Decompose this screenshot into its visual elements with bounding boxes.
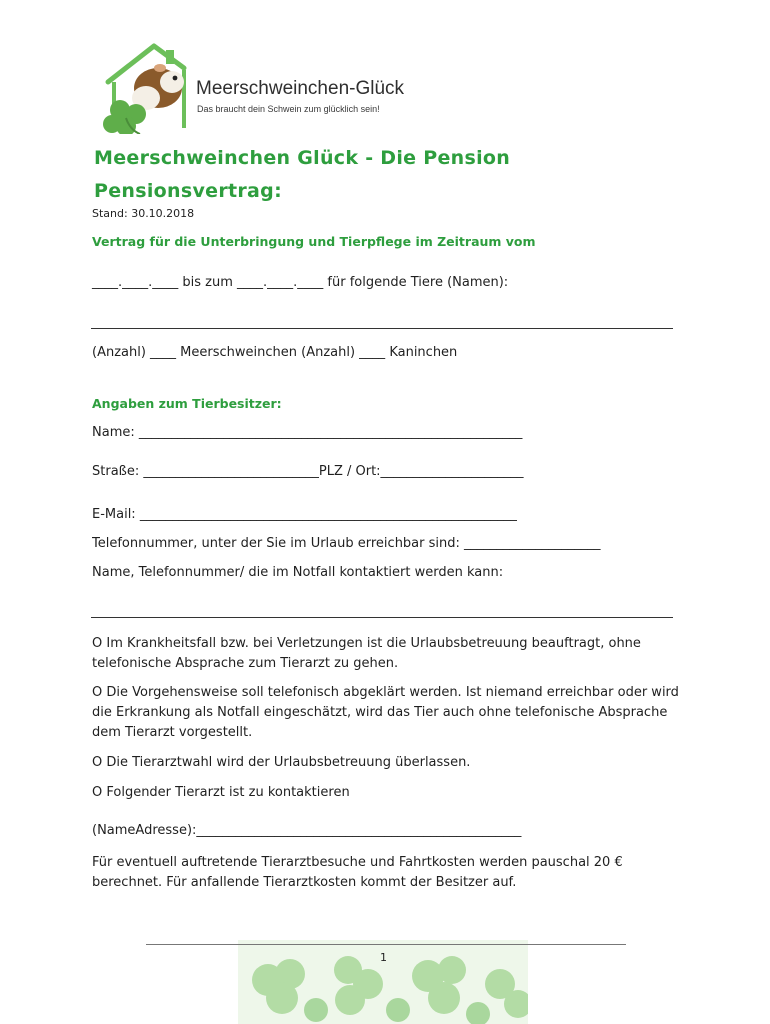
owner-address-field[interactable]: Straße: ___________________________PLZ / Ort:______________________: [92, 464, 524, 479]
owner-email-field[interactable]: E-Mail: __________________________________________________________: [92, 507, 517, 522]
logo-name: Meerschweinchen-Glück: [196, 78, 405, 99]
page-number: 1: [380, 951, 387, 964]
document-subtitle: Pensionsvertrag:: [94, 180, 282, 202]
option-vet-without-call[interactable]: O Im Krankheitsfall bzw. bei Verletzungen ist die Urlaubsbetreuung beauftragt, ohne telefonische Absprache zum Tierarzt zu gehen.: [92, 636, 641, 671]
animal-count-line[interactable]: (Anzahl) ____ Meerschweinchen (Anzahl) ____ Kaninchen: [92, 345, 458, 360]
period-heading: Vertrag für die Unterbringung und Tierpflege im Zeitraum vom: [92, 234, 536, 249]
emergency-contact-label: Name, Telefonnummer/ die im Notfall kontaktiert werden kann:: [92, 565, 504, 580]
owner-name-field[interactable]: Name: ___________________________________________________________: [92, 425, 523, 440]
period-dates-line[interactable]: ____.____.____ bis zum ____.____.____ für folgende Tiere (Namen):: [92, 275, 509, 290]
page-title: Meerschweinchen Glück - Die Pension: [94, 147, 511, 169]
emergency-contact-field[interactable]: [91, 617, 673, 618]
animal-names-field[interactable]: [91, 328, 673, 329]
fees-text: Für eventuell auftretende Tierarztbesuche und Fahrtkosten werden pauschal 20 € berechnet. Für anfallende Tierarztkosten kommt der Besitzer auf.: [92, 855, 623, 890]
owner-heading: Angaben zum Tierbesitzer:: [92, 396, 282, 411]
document-date: Stand: 30.10.2018: [92, 207, 195, 220]
vet-name-address-field[interactable]: (NameAdresse):__________________________________________________: [92, 823, 522, 838]
logo-tagline: Das braucht dein Schwein zum glücklich sein!: [197, 104, 380, 114]
footer-divider: [146, 944, 626, 945]
option-call-first[interactable]: O Die Vorgehensweise soll telefonisch abgeklärt werden. Ist niemand erreichbar oder wird die Erkrankung als Notfall eingeschätzt, wird das Tier auch ohne telefonische Absprache dem Tierarzt vorgestellt.: [92, 685, 679, 740]
option-vet-choice-by-sitter[interactable]: O Die Tierarztwahl wird der Urlaubsbetreuung überlassen.: [92, 755, 471, 770]
owner-phone-field[interactable]: Telefonnummer, unter der Sie im Urlaub erreichbar sind: _____________________: [92, 536, 601, 551]
option-specific-vet[interactable]: O Folgender Tierarzt ist zu kontaktieren: [92, 785, 350, 800]
